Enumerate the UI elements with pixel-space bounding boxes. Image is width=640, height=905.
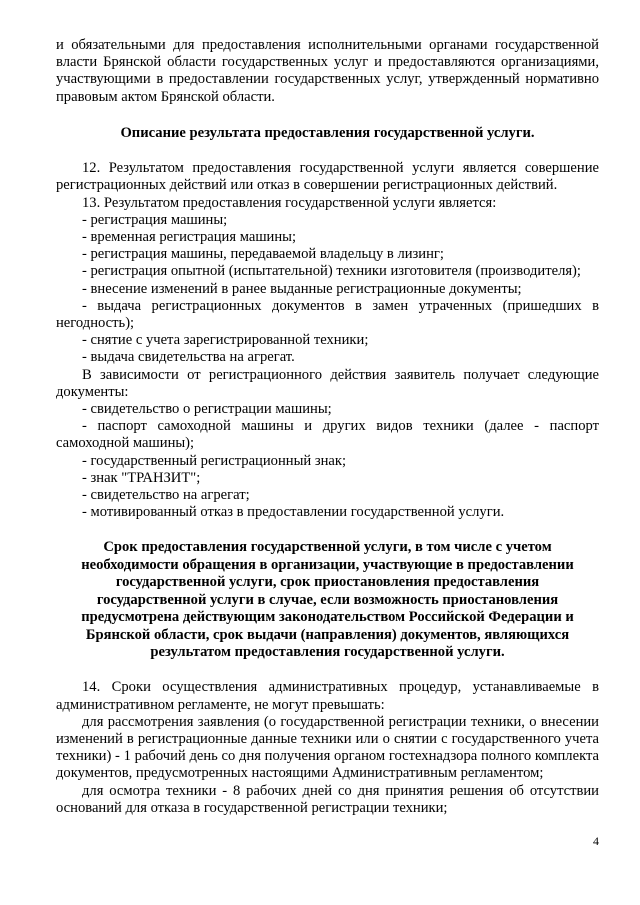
list-item: - регистрация машины; <box>82 211 228 228</box>
paragraph-14-inspection: для осмотра техники - 8 рабочих дней со дня принятия решения об отсутствии оснований для отказа в государственной регистрации техники; <box>56 782 599 816</box>
result-list <box>56 212 599 367</box>
paragraph-documents: В зависимости от регистрационного действия заявитель получает следующие документы: <box>56 366 599 400</box>
list-item: - паспорт самоходной машины и других видов техники (далее - паспорт самоходной машины); <box>56 418 599 452</box>
list-item: - знак "ТРАНЗИТ"; <box>82 469 201 486</box>
list-item: - снятие с учета зарегистрированной техники; <box>82 332 369 349</box>
list-item: - мотивированный отказ в предоставлении государственной услуги. <box>82 504 505 521</box>
list-item: - временная регистрация машины; <box>82 229 297 246</box>
document-list <box>56 401 599 521</box>
paragraph-14: 14. Сроки осуществления административных процедур, устанавливаемые в административном регламенте, не могут превышать: <box>56 679 599 713</box>
list-item: - свидетельство о регистрации машины; <box>82 401 332 418</box>
heading-result: Описание результата предоставления государственной услуги. <box>120 124 535 141</box>
list-item: - регистрация опытной (испытательной) техники изготовителя (производителя); <box>82 263 581 280</box>
list-item: - свидетельство на агрегат; <box>82 487 250 504</box>
list-item: - внесение изменений в ранее выданные регистрационные документы; <box>82 280 522 297</box>
list-item: - регистрация машины, передаваемой владельцу в лизинг; <box>82 246 444 263</box>
list-item: - выдача свидетельства на агрегат. <box>82 349 295 366</box>
document-page <box>56 37 599 817</box>
intro-continuation: и обязательными для предоставления исполнительными органами государственной власти Брянской области государственных услуг и предоставляются организациями, участвующими в предоставлении государственных услуг, утвержденный нормативно правовым актом Брянской области. <box>56 37 599 105</box>
list-item: - государственный регистрационный знак; <box>82 452 347 469</box>
paragraph-14-review: для рассмотрения заявления (о государственной регистрации техники, о внесении изменений в регистрационные данные техники или о снятии с государственного учета техники) - 1 рабочий день со дня получения органом гостехнадзора полного комплекта документов, предусмотренных настоящими Административным регламентом; <box>56 713 599 782</box>
paragraph-13: 13. Результатом предоставления государственной услуги является: <box>82 194 497 211</box>
list-item: - выдача регистрационных документов в замен утраченных (пришедших в негодность); <box>56 297 599 332</box>
heading-term: Срок предоставления государственной услуги, в том числе с учетом необходимости обращения в организации, участвующие в предоставлении государственной услуги, срок приостановления предоставления государственной услуги в случае, если возможность приостановления предусмотрена действующим законодательством Российской Федерации и Брянской области, срок выдачи (направления) документов, являющихся результатом предоставления государственной услуги. <box>81 539 574 660</box>
page-number: 4 <box>593 834 599 848</box>
paragraph-12: 12. Результатом предоставления государственной услуги является совершение регистрационных действий или отказ в совершении регистрационных действий. <box>56 160 599 194</box>
